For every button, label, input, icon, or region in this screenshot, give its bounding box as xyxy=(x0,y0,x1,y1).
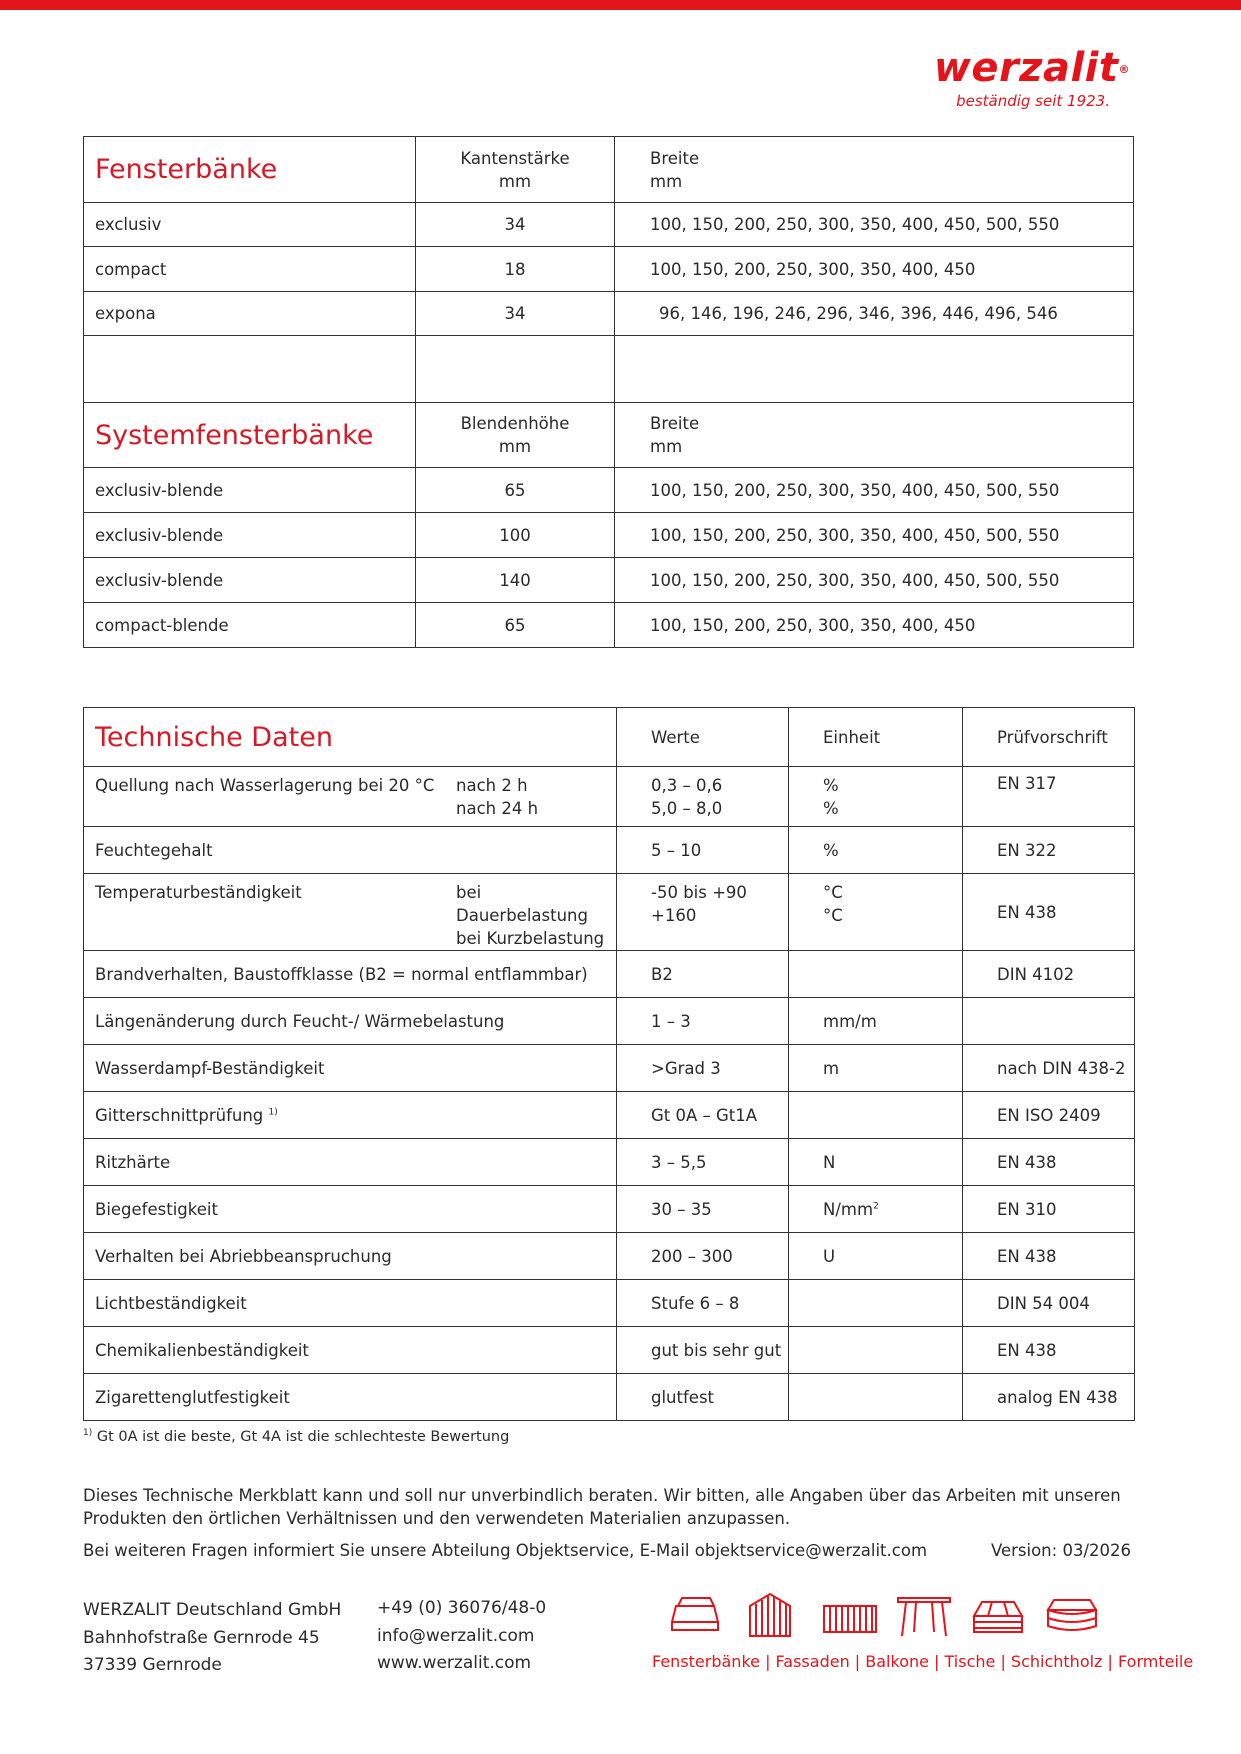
table-row xyxy=(84,1374,1135,1421)
row-value: gut bis sehr gut xyxy=(617,1327,789,1374)
row-label: Wasserdampf-Beständigkeit xyxy=(84,1045,617,1092)
row-widths: 100, 150, 200, 250, 300, 350, 400, 450 xyxy=(615,603,1134,648)
row-widths: 100, 150, 200, 250, 300, 350, 400, 450, 500, 550 xyxy=(615,468,1134,513)
row-name: compact-blende xyxy=(84,603,416,648)
row-value: 5 – 10 xyxy=(617,827,789,874)
row-unit xyxy=(789,1327,963,1374)
table-row xyxy=(84,468,1134,513)
row-unit: % % xyxy=(789,767,963,827)
row-label: Verhalten bei Abriebbeanspruchung xyxy=(84,1233,617,1280)
window-sill-icon xyxy=(668,1592,724,1638)
row-value: B2 xyxy=(617,951,789,998)
row-unit: $N/mm^2$ xyxy=(789,1186,963,1233)
header-kantenstaerke: Kantenstärke mm xyxy=(416,137,615,203)
website-link[interactable]: www.werzalit.com xyxy=(377,1653,532,1673)
row-value: 18 xyxy=(416,247,615,292)
row-value: glutfest xyxy=(617,1374,789,1421)
table-icon xyxy=(896,1592,952,1638)
row-label: Temperaturbeständigkeit bei Dauerbelastung bei Kurzbelastung xyxy=(84,874,617,951)
header-werte: Werte xyxy=(617,708,789,767)
footnote: $^{1)}$ Gt 0A ist die beste, Gt 4A ist die schlechteste Bewertung xyxy=(83,1428,510,1445)
row-norm: EN 438 xyxy=(963,1327,1135,1374)
row-label: Lichtbeständigkeit xyxy=(84,1280,617,1327)
row-label: Chemikalienbeständigkeit xyxy=(84,1327,617,1374)
table-row xyxy=(84,1280,1135,1327)
row-value: 3 – 5,5 xyxy=(617,1139,789,1186)
row-name: exclusiv xyxy=(84,203,416,247)
facade-icon xyxy=(742,1592,798,1638)
version-label: Version: 03/2026 xyxy=(990,1541,1131,1560)
empty-spacer-row xyxy=(84,336,1134,403)
row-value: 0,3 – 0,6 5,0 – 8,0 xyxy=(617,767,789,827)
row-value: 65 xyxy=(416,603,615,648)
logo-wordmark: werzalit xyxy=(933,45,1119,91)
row-unit xyxy=(789,1374,963,1421)
row-label: Gitterschnittprüfung $^{1)}$ xyxy=(84,1092,617,1139)
communication-block xyxy=(377,1595,546,1678)
row-widths: 100, 150, 200, 250, 300, 350, 400, 450, 500, 550 xyxy=(615,203,1134,247)
row-norm: EN 438 xyxy=(963,1233,1135,1280)
registered-mark: ® xyxy=(1118,63,1130,76)
row-unit xyxy=(789,951,963,998)
row-value: >Grad 3 xyxy=(617,1045,789,1092)
molded-part-icon xyxy=(1044,1592,1100,1638)
city: 37339 Gernrode xyxy=(83,1655,222,1675)
row-label: Brandverhalten, Baustoffklasse (B2 = normal entflammbar) xyxy=(84,951,617,998)
row-norm: analog EN 438 xyxy=(963,1374,1135,1421)
row-value: 34 xyxy=(416,292,615,336)
section-title-fensterbaenke: Fensterbänke xyxy=(84,137,416,203)
row-name: exclusiv-blende xyxy=(84,468,416,513)
row-widths: 96, 146, 196, 246, 296, 346, 396, 446, 496, 546 xyxy=(615,292,1134,336)
phone: +49 (0) 36076/48-0 xyxy=(377,1598,547,1618)
row-norm: nach DIN 438-2 xyxy=(963,1045,1135,1092)
category-list: Fensterbänke | Fassaden | Balkone | Tische | Schichtholz | Formteile xyxy=(652,1652,1194,1671)
footnote-marker: 1) xyxy=(268,1107,278,1117)
table-header-row xyxy=(84,137,1134,203)
row-norm: EN 310 xyxy=(963,1186,1135,1233)
row-label: Feuchtegehalt xyxy=(84,827,617,874)
row-label: Quellung nach Wasserlagerung bei 20 °C nach 2 h nach 24 h xyxy=(84,767,617,827)
row-value: 100 xyxy=(416,513,615,558)
row-unit: N xyxy=(789,1139,963,1186)
row-name: compact xyxy=(84,247,416,292)
table-row xyxy=(84,1233,1135,1280)
row-norm: EN 317 xyxy=(963,767,1135,827)
table-row xyxy=(84,1139,1135,1186)
disclaimer-paragraph: Dieses Technische Merkblatt kann und soll nur unverbindlich beraten. Wir bitten, alle Angaben über das Arbeiten mit unseren Produkten den örtlichen Verhältnissen und den verwendeten Materialien anzupassen. xyxy=(83,1486,1121,1528)
row-unit: mm/m xyxy=(789,998,963,1045)
plywood-icon xyxy=(970,1592,1026,1638)
row-norm: EN 438 xyxy=(963,1139,1135,1186)
row-value: -50 bis +90 +160 xyxy=(617,874,789,951)
table-row xyxy=(84,827,1135,874)
table-row xyxy=(84,603,1134,648)
row-value: 30 – 35 xyxy=(617,1186,789,1233)
header-breite: Breite mm xyxy=(615,137,1134,203)
table-row xyxy=(84,998,1135,1045)
row-value: Gt 0A – Gt1A xyxy=(617,1092,789,1139)
table-row xyxy=(84,951,1135,998)
row-widths: 100, 150, 200, 250, 300, 350, 400, 450, 500, 550 xyxy=(615,513,1134,558)
table-header-row xyxy=(84,708,1135,767)
contact-line: Bei weiteren Fragen informiert Sie unsere Abteilung Objektservice, E-Mail objektservice@werzalit.com xyxy=(83,1541,928,1560)
table-row xyxy=(84,558,1134,603)
row-unit: U xyxy=(789,1233,963,1280)
row-widths: 100, 150, 200, 250, 300, 350, 400, 450 xyxy=(615,247,1134,292)
table-row xyxy=(84,203,1134,247)
row-name: expona xyxy=(84,292,416,336)
table-row xyxy=(84,1186,1135,1233)
row-norm: DIN 4102 xyxy=(963,951,1135,998)
row-label: Ritzhärte xyxy=(84,1139,617,1186)
row-norm: EN ISO 2409 xyxy=(963,1092,1135,1139)
row-value: 200 – 300 xyxy=(617,1233,789,1280)
window-sill-sizes-table xyxy=(83,136,1134,648)
table-row xyxy=(84,874,1135,951)
header-breite: Breite mm xyxy=(615,403,1134,468)
company-address xyxy=(83,1597,341,1680)
werzalit-logo xyxy=(890,44,1130,114)
row-norm: EN 322 xyxy=(963,827,1135,874)
company-name: WERZALIT Deutschland GmbH xyxy=(83,1600,342,1620)
table-row xyxy=(84,1045,1135,1092)
table-row xyxy=(84,292,1134,336)
balcony-icon xyxy=(822,1592,878,1638)
table-row xyxy=(84,247,1134,292)
row-value: 34 xyxy=(416,203,615,247)
row-unit xyxy=(789,1092,963,1139)
row-norm: EN 438 xyxy=(963,874,1135,951)
street: Bahnhofstraße Gernrode 45 xyxy=(83,1627,320,1648)
row-value: Stufe 6 – 8 xyxy=(617,1280,789,1327)
row-value: 140 xyxy=(416,558,615,603)
header-pruefvorschrift: Prüfvorschrift xyxy=(963,708,1135,767)
row-unit: % xyxy=(789,827,963,874)
email-link[interactable]: info@werzalit.com xyxy=(377,1625,535,1646)
table-header-row xyxy=(84,403,1134,468)
row-label: Längenänderung durch Feucht-/ Wärmebelastung xyxy=(84,998,617,1045)
section-title-technische-daten: Technische Daten xyxy=(84,708,617,767)
section-title-systemfensterbaenke: Systemfensterbänke xyxy=(84,403,416,468)
table-row xyxy=(84,1092,1135,1139)
technical-data-table xyxy=(83,707,1135,1421)
row-unit: m xyxy=(789,1045,963,1092)
row-label: Biegefestigkeit xyxy=(84,1186,617,1233)
row-label: Zigarettenglutfestigkeit xyxy=(84,1374,617,1421)
row-name: exclusiv-blende xyxy=(84,558,416,603)
row-unit: °C °C xyxy=(789,874,963,951)
table-row xyxy=(84,513,1134,558)
row-value: 1 – 3 xyxy=(617,998,789,1045)
header-einheit: Einheit xyxy=(789,708,963,767)
top-accent-bar xyxy=(0,0,1241,10)
row-norm xyxy=(963,998,1135,1045)
row-widths: 100, 150, 200, 250, 300, 350, 400, 450, 500, 550 xyxy=(615,558,1134,603)
logo-tagline: beständig seit 1923. xyxy=(956,92,1110,110)
row-norm: DIN 54 004 xyxy=(963,1280,1135,1327)
table-row xyxy=(84,1327,1135,1374)
row-value: 65 xyxy=(416,468,615,513)
row-unit xyxy=(789,1280,963,1327)
row-name: exclusiv-blende xyxy=(84,513,416,558)
table-row xyxy=(84,767,1135,827)
header-blendenhoehe: Blendenhöhe mm xyxy=(416,403,615,468)
